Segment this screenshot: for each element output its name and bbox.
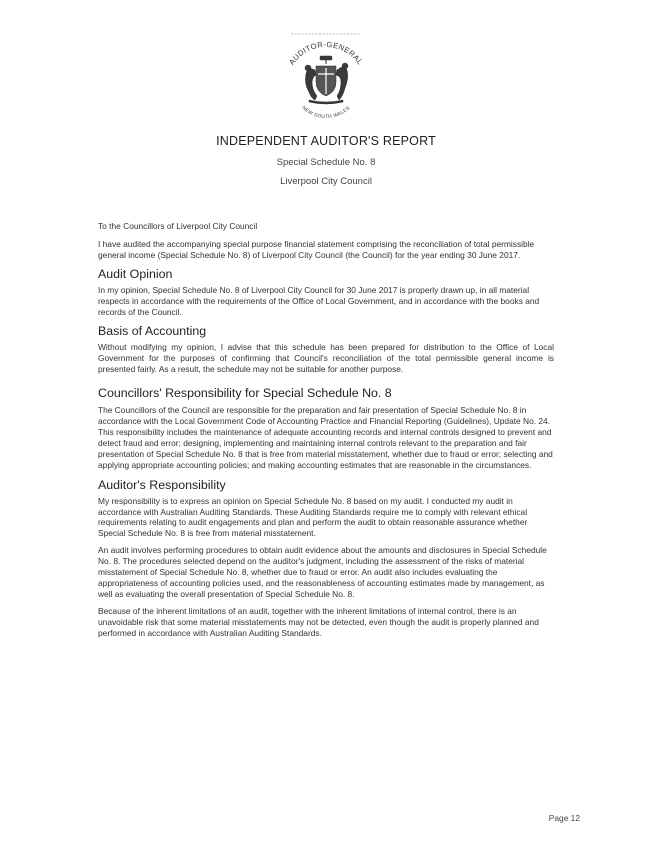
- councillors-responsibility-paragraph: The Councillors of the Council are responsible for the preparation and fair presentation of Special Schedule No. 8 in accordance with the Local Government Code of Accounting Practice and Financial Reporting (Guidelines), Update No. 24. This responsibility includes the maintenance of adequate accounting records and internal controls designed to prevent and detect fraud and error; designing, implementing and maintaining internal controls relevant to the preparation and fair presentation of Special Schedule No. 8 that is free from material misstatement, whether due to fraud or error; selecting and applying appropriate accounting policies; and making accounting estimates that are reasonable in the circumstances.: [98, 405, 553, 470]
- intro-paragraph: I have audited the accompanying special purpose financial statement comprising the reconciliation of total permissible general income (Special Schedule No. 8) of Liverpool City Council (the Council) for the year ending 30 June 2017.: [98, 238, 535, 260]
- salutation: To the Councillors of Liverpool City Council: [98, 221, 258, 231]
- report-subtitle-council: Liverpool City Council: [280, 175, 372, 187]
- auditor-general-seal: [271, 30, 381, 126]
- section-heading-auditors-responsibility: Auditor's Responsibility: [98, 477, 226, 492]
- report-title: INDEPENDENT AUDITOR'S REPORT: [216, 134, 436, 148]
- section-heading-councillors-responsibility: Councillors' Responsibility for Special Schedule No. 8: [98, 386, 392, 401]
- coat-of-arms-icon: [305, 56, 348, 104]
- report-title-block: [0, 136, 652, 188]
- svg-text:AUDITOR-GENERAL: AUDITOR-GENERAL: [287, 39, 365, 67]
- auditors-responsibility-paragraph-1: My responsibility is to express an opinion on Special Schedule No. 8 based on my audit. I conducted my audit in accordance with Australian Auditing Standards. These Auditing Standards require me to comply with relevant ethical requirements relating to audit engagements and plan and perform the audit to obtain reasonable assurance whether Special Schedule No. 8 is free from material misstatement.: [98, 495, 528, 539]
- section-heading-basis-of-accounting: Basis of Accounting: [98, 324, 207, 339]
- report-body: [98, 221, 554, 644]
- auditors-responsibility-paragraph-3: Because of the inherent limitations of an audit, together with the inherent limitations of internal control, there is an unavoidable risk that some material misstatements may not be detected, even though the audit is properly planned and performed in accordance with Australian Auditing Standards.: [98, 605, 539, 638]
- basis-of-accounting-paragraph: Without modifying my opinion, I advise that this schedule has been prepared for distribution to the Office of Local Government for the purposes of confirming that Council's reconciliation of the total permissible general income is presented fairly. As a result, the schedule may not be suitable for another purpose.: [98, 342, 554, 375]
- section-heading-audit-opinion: Audit Opinion: [98, 266, 173, 281]
- page-number: Page 12: [548, 813, 580, 823]
- svg-text:NEW SOUTH WALES: NEW SOUTH WALES: [300, 105, 352, 121]
- report-subtitle-schedule: Special Schedule No. 8: [276, 156, 376, 168]
- auditors-responsibility-paragraph-2: An audit involves performing procedures to obtain audit evidence about the amounts and disclosures in Special Schedule No. 8. The procedures selected depend on the auditor's judgment, including the assessment of the risks of material misstatement of Special Schedule No. 8, whether due to fraud or error. An audit also includes evaluating the appropriateness of accounting policies used, and the reasonableness of accounting estimates made by management, as well as evaluating the overall presentation of Special Schedule No. 8.: [98, 545, 547, 599]
- audit-opinion-paragraph: In my opinion, Special Schedule No. 8 of Liverpool City Council for 30 June 2017 is properly drawn up, in all material respects in accordance with the requirements of the Office of Local Government, and in accordance with the books and records of the Council.: [98, 284, 540, 317]
